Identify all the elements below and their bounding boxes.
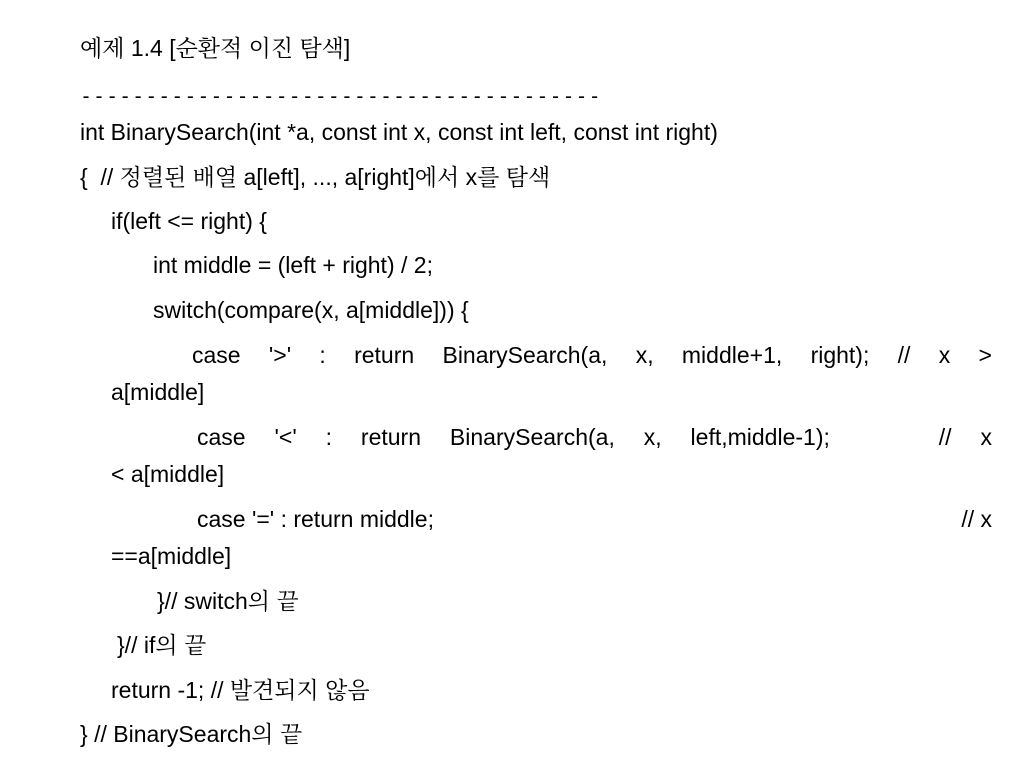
case-gt-word: // <box>897 342 911 368</box>
code-func-end: } // BinarySearch의 끝 <box>80 721 303 747</box>
code-middle-line: int middle = (left + right) / 2; <box>153 252 433 278</box>
case-gt-word: case <box>192 342 241 368</box>
code-open-brace: { // 정렬된 배열 a[left], ..., a[right]에서 x를 탐색 <box>80 164 551 190</box>
code-case-gt <box>192 341 992 369</box>
case-lt-word: left,middle-1); <box>690 424 830 450</box>
slide-title: 예제 1.4 [순환적 이진 탐색] <box>80 35 351 61</box>
separator-line: ---------------------------------------- <box>80 84 602 108</box>
case-eq-word: // x <box>961 506 992 532</box>
case-gt-word: '>' <box>268 342 292 368</box>
code-case-lt <box>197 423 992 451</box>
case-gt-word: > <box>978 342 992 368</box>
case-gt-word: x, <box>635 342 654 368</box>
case-lt-word: x, <box>643 424 662 450</box>
code-if-line: if(left <= right) { <box>111 208 267 234</box>
case-eq-word: case '=' : return middle; <box>197 506 434 532</box>
case-lt-word: : <box>325 424 333 450</box>
case-gt-word: BinarySearch(a, <box>442 342 608 368</box>
code-signature: int BinarySearch(int *a, const int x, const int left, const int right) <box>80 119 718 145</box>
case-lt-word: case <box>197 424 246 450</box>
case-gt-word: : <box>319 342 326 368</box>
code-if-end: }// if의 끝 <box>117 632 207 658</box>
case-gt-word: return <box>354 342 415 368</box>
code-return-line: return -1; // 발견되지 않음 <box>111 677 370 703</box>
code-switch-end: }// switch의 끝 <box>157 588 299 614</box>
case-gt-word: middle+1, <box>681 342 783 368</box>
code-case-lt-wrap: < a[middle] <box>111 461 225 487</box>
code-case-gt-wrap: a[middle] <box>111 379 205 405</box>
code-switch-line: switch(compare(x, a[middle])) { <box>153 297 469 323</box>
case-lt-word: // <box>938 424 952 450</box>
code-case-eq-wrap: ==a[middle] <box>111 543 232 569</box>
case-lt-word: '<' <box>274 424 297 450</box>
case-gt-word: x <box>938 342 951 368</box>
case-gt-word: right); <box>810 342 870 368</box>
code-case-eq <box>197 505 992 533</box>
case-lt-word: BinarySearch(a, <box>449 424 615 450</box>
case-lt-word: return <box>360 424 422 450</box>
case-lt-word: x <box>980 424 992 450</box>
